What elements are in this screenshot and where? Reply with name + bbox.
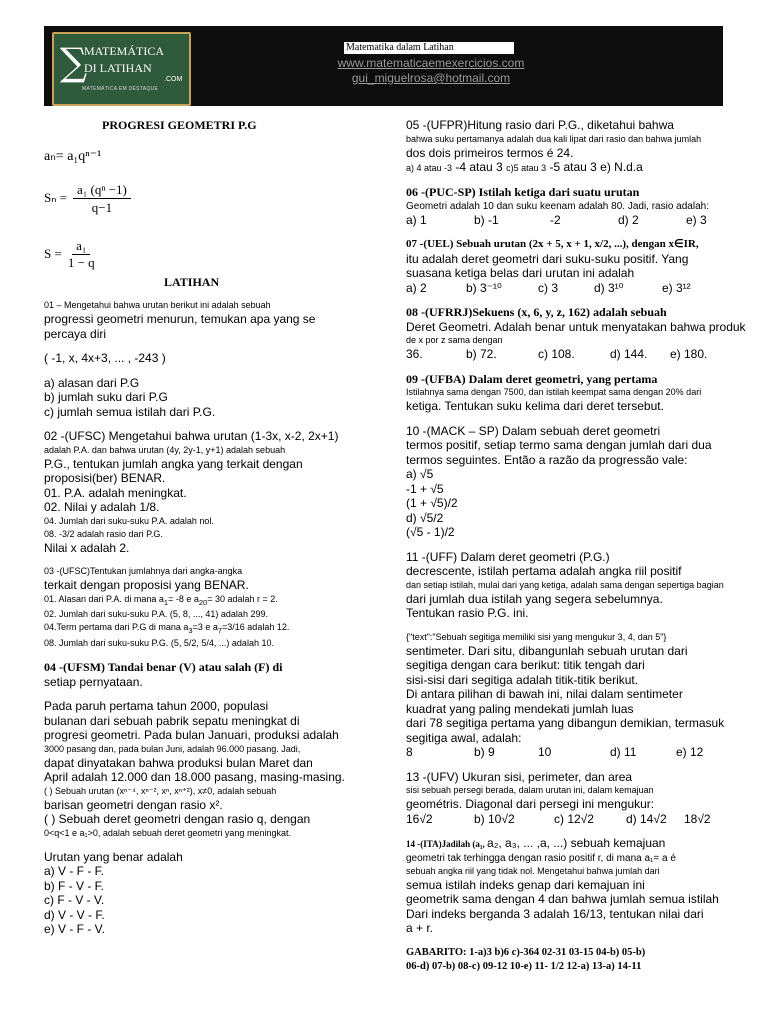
q02-proposition: 02. Nilai y adalah 1/8. — [44, 500, 160, 514]
q08-option: b) 72. — [466, 347, 497, 361]
q11-line: Tentukan rasio P.G. ini. — [406, 606, 529, 620]
q05-line: bahwa suku pertamanya adalah dua kali lipat dari rasio dan bahwa jumlah — [406, 133, 702, 144]
q13-line: 13 -(UFV) Ukuran sisi, perimeter, dan area — [406, 769, 633, 784]
q01-line: progressi geometri menurun, temukan apa yang se — [44, 312, 316, 326]
q14-line: a + r. — [406, 921, 434, 935]
q03-proposition: 02. Jumlah dari suku-suku P.A. (5, 8, ..., 41) adalah 299. — [44, 609, 268, 620]
formula-sn — [44, 181, 366, 216]
q09-line: Istilahnya sama dengan 7500, dan istilah keempat sama dengan 20% dari — [406, 387, 702, 397]
q08-options — [406, 347, 750, 362]
q05-line: 05 -(UFPR)Hitung rasio dari P.G., diketahui bahwa — [406, 118, 674, 132]
q06-option: e) 3 — [686, 212, 707, 227]
q06-option: b) -1 — [474, 212, 499, 227]
q04-title: 04 -(UFSM) Tandai benar (V) atau salah (F) di — [44, 660, 283, 675]
q04-line: bulanan dari sebuah pabrik sepatu meningkat di — [44, 713, 300, 728]
q08-line: Deret Geometri. Adalah benar untuk menyatakan bahwa produk — [406, 319, 746, 334]
question-14 — [406, 836, 750, 936]
q02-proposition: 01. P.A. adalah meningkat. — [44, 485, 187, 500]
q10-line: termos positif, setiap termo sama dengan jumlah dari dua — [406, 438, 712, 452]
q12-line: {"text":"Sebuah segitiga memiliki sisi yang mengukur 3, 4, dan 5"} — [406, 631, 667, 642]
q12-line: kuadrat yang paling mendekati jumlah luas — [406, 701, 634, 716]
q13-option: b) 10√2 — [474, 811, 515, 826]
q13-option: d) 14√2 — [626, 811, 667, 826]
q11-line: dan setiap istilah, mulai dari yang ketiga, adalah sama dengan sepertiga bagian — [406, 579, 724, 590]
header-banner — [44, 26, 723, 106]
q01-line: 01 – Mengetahui bahwa urutan berikut ini adalah sebuah — [44, 300, 271, 310]
q06-option: d) 2 — [618, 212, 639, 227]
q07-option: e) 3¹² — [662, 280, 691, 295]
formula-sn-fraction — [73, 181, 131, 216]
question-12 — [406, 631, 750, 760]
question-04 — [44, 660, 366, 937]
answer-key — [406, 946, 750, 975]
logo-suffix: .COM — [164, 76, 183, 83]
section-title: PROGRESI GEOMETRI P.G — [102, 118, 257, 132]
q04-line: 3000 pasang dan, pada bulan Juni, adalah 96.000 pasang. Jadi, — [44, 743, 301, 754]
q09-title: 09 -(UFBA) Dalam deret geometri, yang pertama — [406, 371, 658, 386]
question-05 — [406, 118, 750, 175]
sigma-icon: ∑ — [60, 40, 88, 84]
site-logo — [52, 32, 191, 106]
q11-line: dari jumlah dua istilah yang segera sebelumnya. — [406, 591, 663, 606]
question-07 — [406, 237, 750, 295]
q04-order: Urutan yang benar adalah — [44, 849, 183, 864]
q11-line: 11 -(UFF) Dalam deret geometri (P.G.) — [406, 549, 610, 564]
q12-line: segitiga awal, adalah: — [406, 730, 522, 745]
q08-option: 36. — [406, 347, 423, 361]
q10-option: (√5 - 1)/2 — [406, 525, 455, 539]
q01-sequence: ( -1, x, 4x+3, ... , -243 ) — [44, 351, 166, 365]
q14-line: Dari indeks berganda 3 adalah 16/13, tentukan nilai dari — [406, 906, 704, 921]
q04-option: a) V - F - F. — [44, 864, 104, 879]
q06-option: -2 — [550, 212, 561, 227]
q12-option: d) 11 — [610, 745, 637, 759]
question-10 — [406, 424, 750, 540]
formula-an: aₙ= a₁qⁿ⁻¹ — [44, 148, 102, 164]
q13-option: c) 12√2 — [554, 811, 594, 826]
right-column — [406, 118, 750, 975]
q12-line: sentimeter. Dari situ, dibangunlah sebuah urutan dari — [406, 643, 688, 658]
q12-options — [406, 745, 750, 760]
q08-option: c) 108. — [538, 347, 575, 361]
q08-line: de x por z sama dengan — [406, 335, 503, 345]
answer-key-line: GABARITO: 1-a)3 b)6 c)-364 02-31 03-15 04-b) 05-b) — [406, 946, 646, 958]
q04-option: d) V - V - F. — [44, 907, 105, 922]
q07-line: suasana ketiga belas dari urutan ini adalah — [406, 266, 635, 280]
q01-line: percaya diri — [44, 326, 107, 341]
formula-s-lhs: S = — [44, 245, 62, 261]
question-13 — [406, 770, 750, 827]
formula-sn-numerator: a₁ (qⁿ −1) — [73, 181, 131, 199]
question-03 — [44, 565, 366, 650]
q14-title: 14 -(ITA)Jadilah (a₁, a₂, a₃, ... ,a, ...) sebuah kemajuan — [406, 836, 666, 850]
q07-line: itu adalah deret geometri dari suku-suku positif. Yang — [406, 251, 689, 266]
logo-line2: DI LATIHAN — [84, 61, 152, 75]
q11-line: decrescente, istilah pertama adalah angka riil positif — [406, 564, 682, 578]
q10-line: 10 -(MACK – SP) Dalam sebuah deret geometri — [406, 423, 661, 438]
q01-option: b) jumlah suku dari P.G — [44, 390, 168, 404]
q07-option: c) 3 — [538, 280, 559, 295]
q01-option: c) jumlah semua istilah dari P.G. — [44, 404, 216, 419]
q13-line: geométris. Diagonal dari persegi ini mengukur: — [406, 797, 655, 811]
q12-line: segitiga dengan cara berikut: titik tengah dari — [406, 658, 645, 672]
q02-line: adalah P.A. dan bahwa urutan (4y, 2y-1, y+1) adalah sebuah — [44, 444, 286, 455]
q02-proposition: Nilai x adalah 2. — [44, 540, 130, 555]
q07-options — [406, 281, 750, 296]
formula-sn-denominator: q−1 — [91, 199, 113, 215]
q12-line: dari 78 segitiga pertama yang dibangun demikian, termasuk — [406, 716, 725, 730]
q03-line: terkait dengan proposisi yang BENAR. — [44, 578, 249, 592]
q14-line: geometrik sama dengan 4 dan bahwa jumlah semua istilah — [406, 892, 719, 906]
q07-title: 07 -(UEL) Sebuah urutan (2x + 5, x + 1, x/2, ...), dengan x∈IR, — [406, 238, 699, 250]
q04-line: 0<q<1 e a₁>0, adalah sebuah deret geometri yang meningkat. — [44, 827, 291, 838]
q08-option: e) 180. — [670, 347, 708, 361]
q13-option: 16√2 — [406, 811, 433, 826]
q06-options — [406, 213, 750, 228]
q02-proposition: 08. -3/2 adalah rasio dari P.G. — [44, 528, 163, 539]
q04-line: progresi geometri. Pada bulan Januari, produksi adalah — [44, 728, 339, 743]
q10-line: termos seguintes. Então a razão da progressão vale: — [406, 452, 688, 467]
q04-option: b) F - V - F. — [44, 878, 104, 893]
q04-line: ( ) Sebuah deret geometri dengan rasio q, dengan — [44, 812, 311, 827]
q08-title: 08 -(UFRRJ)Sekuens (x, 6, y, z, 162) adalah sebuah — [406, 305, 667, 319]
q03-proposition: 04.Term pertama dari P.G di mana $a_3=3$ e $a_7=3/16$ adalah 12. — [44, 622, 290, 636]
question-08 — [406, 305, 750, 362]
question-11 — [406, 550, 750, 621]
formula-s-numerator: a₁ — [72, 238, 90, 255]
formula-sn-lhs: Sₙ = — [44, 189, 67, 205]
q10-option: (1 + √5)/2 — [406, 496, 458, 510]
q04-line: dapat dinyatakan bahwa produksi bulan Maret dan — [44, 755, 313, 770]
q02-line: proposisi(ber) BENAR. — [44, 471, 166, 485]
q04-line: Pada paruh pertama tahun 2000, populasi — [44, 699, 269, 714]
q14-line: semua istilah indeks genap dari kemajuan ini — [406, 877, 645, 892]
q12-line: sisi-sisi dari segitiga adalah titik-titik berikut. — [406, 672, 639, 687]
q04-line: barisan geometri dengan rasio x². — [44, 797, 223, 812]
q06-line: Geometri adalah 10 dan suku keenam adalah 80. Jadi, rasio adalah: — [406, 200, 709, 212]
q03-proposition: 01. Alasan dari P.A. di mana $a_1= -8$ e $a_{20}= 30$ adalah r = 2. — [44, 593, 278, 607]
q13-line: sisi sebuah persegi berada, dalam urutan ini, dalam kemajuan — [406, 785, 654, 795]
header-email-link[interactable]: gui_miguelrosa@hotmail.com — [351, 71, 511, 85]
left-column — [44, 118, 366, 937]
q12-option: 10 — [538, 745, 552, 759]
q04-line: April adalah 12.000 dan 18.000 pasang, masing-masing. — [44, 770, 345, 785]
q10-option: d) √5/2 — [406, 510, 444, 525]
q03-proposition: 08. Jumlah dari suku-suku P.G. (5, 5/2, 5/4, ...) adalah 10. — [44, 638, 274, 649]
q07-option: a) 2 — [406, 280, 427, 295]
q07-option: b) 3⁻¹⁰ — [466, 280, 502, 295]
q02-proposition: 04. Jumlah dari suku-suku P.A. adalah nol. — [44, 515, 214, 526]
question-09 — [406, 372, 750, 414]
q10-option: -1 + √5 — [406, 481, 444, 496]
q04-option: c) F - V - V. — [44, 893, 105, 908]
q06-title: 06 -(PUC-SP) Istilah ketiga dari suatu urutan — [406, 185, 640, 199]
q02-line: 02 -(UFSC) Mengetahui bahwa urutan (1-3x, x-2, 2x+1) — [44, 429, 339, 443]
q12-option: b) 9 — [474, 745, 495, 759]
formula-s-fraction — [68, 238, 95, 271]
q09-line: ketiga. Tentukan suku kelima dari deret tersebut. — [406, 399, 664, 413]
question-06 — [406, 185, 750, 227]
q08-option: d) 144. — [610, 347, 648, 361]
q10-option: a) √5 — [406, 467, 434, 481]
q04-line: setiap pernyataan. — [44, 674, 143, 689]
q01-option: a) alasan dari P.G — [44, 375, 140, 390]
header-title: Matematika dalam Latihan — [344, 42, 514, 54]
formula-s-denominator: 1 − q — [67, 254, 95, 270]
q14-line: geometri tak terhingga dengan rasio positif r, di mana a₁= a é — [406, 852, 676, 864]
q13-options — [406, 812, 750, 827]
formula-s — [44, 238, 366, 271]
question-01 — [44, 299, 366, 419]
logo-tagline: MATEMÁTICA EM DESTAQUE — [82, 86, 159, 92]
q07-option: d) 3¹⁰ — [594, 280, 624, 295]
question-02 — [44, 429, 366, 555]
q12-line: Di antara pilihan di bawah ini, nilai dalam sentimeter — [406, 687, 683, 701]
q03-line: 03 -(UFSC)Tentukan jumlahnya dari angka-angka — [44, 566, 243, 576]
q06-option: a) 1 — [406, 212, 427, 227]
latihan-heading: LATIHAN — [164, 274, 220, 289]
q12-option: e) 12 — [676, 745, 704, 759]
q12-option: 8 — [406, 745, 413, 759]
logo-line1: MATEMÁTICA — [84, 44, 164, 58]
q13-option: 18√2 — [684, 811, 711, 826]
q05-options: a) 4 atau -3 -4 atau 3 c)5 atau 3 -5 atau 3 e) N.d.a — [406, 160, 643, 174]
answer-key-line: 06-d) 07-b) 08-c) 09-12 10-e) 11- 1/2 12-a) 13-a) 14-11 — [406, 961, 642, 972]
q04-line: ( ) Sebuah urutan (xⁿ⁻⁴, xⁿ⁻², xⁿ, xⁿ⁺²), x≠0, adalah sebuah — [44, 785, 277, 796]
q05-line: dos dois primeiros termos é 24. — [406, 145, 574, 160]
header-website-link[interactable]: www.matematicaemexercicios.com — [337, 56, 525, 70]
q04-option: e) V - F - V. — [44, 922, 105, 937]
q14-line: sebuah angka riil yang tidak nol. Mengetahui bahwa jumlah dari — [406, 865, 660, 876]
q02-line: P.G., tentukan jumlah angka yang terkait dengan — [44, 456, 303, 471]
